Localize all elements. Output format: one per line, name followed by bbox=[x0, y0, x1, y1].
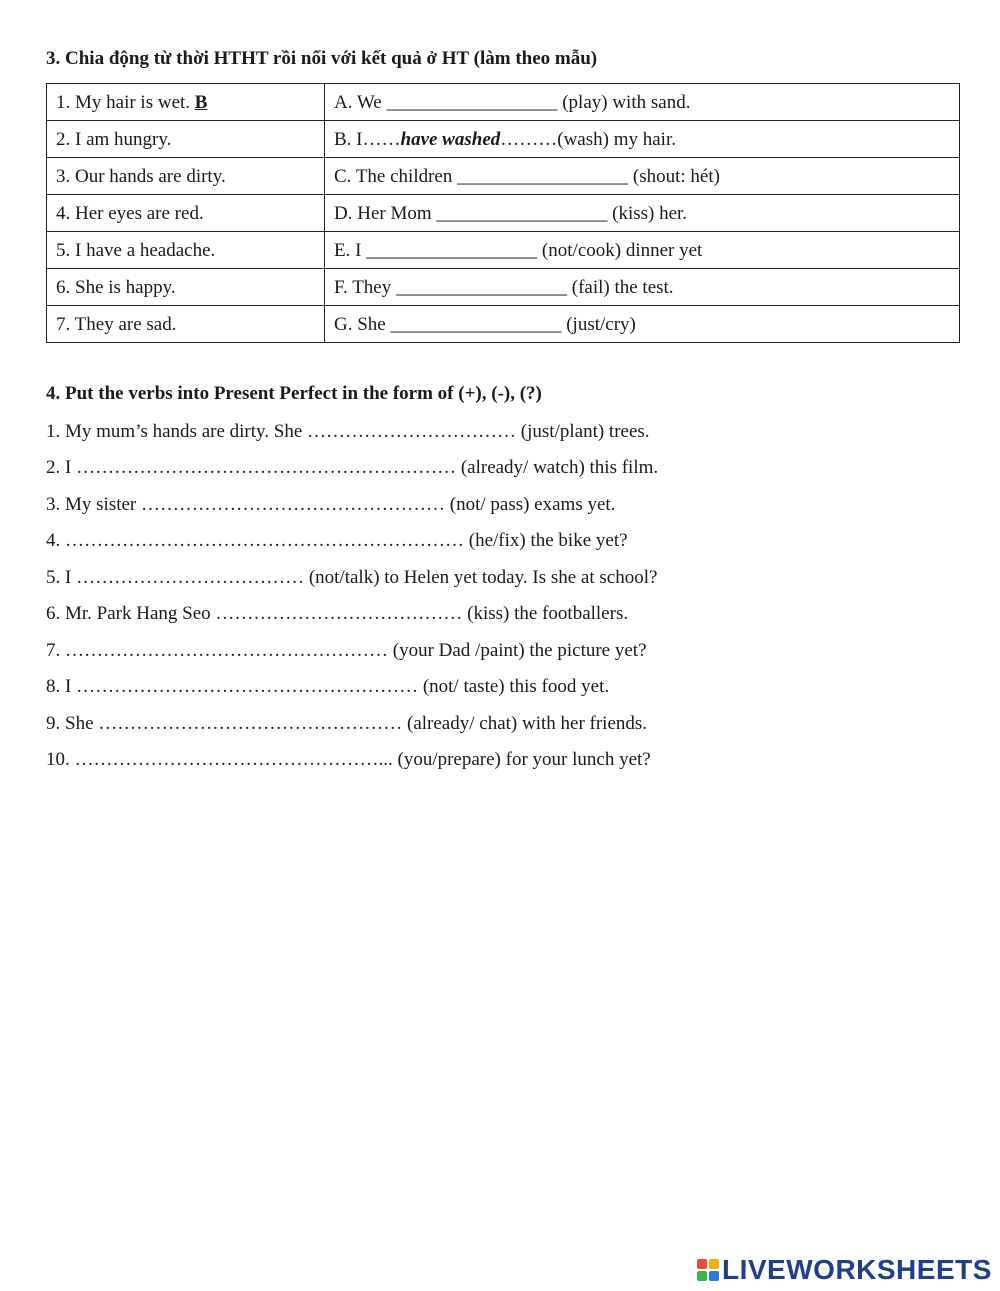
table-row bbox=[47, 232, 960, 269]
logo-square-v bbox=[697, 1271, 707, 1281]
exercise-item: 1. My mum’s hands are dirty. She …………………………… (just/plant) trees. bbox=[46, 421, 650, 442]
exercise-item: 6. Mr. Park Hang Seo ………………………………… (kiss) the footballers. bbox=[46, 603, 629, 624]
logo-square-l bbox=[697, 1259, 707, 1269]
right-cell: G. She __________________ (just/cry) bbox=[325, 306, 960, 343]
exercise-item: 5. I ……………………………… (not/talk) to Helen yet today. Is she at school? bbox=[46, 567, 658, 588]
table-row bbox=[47, 121, 960, 158]
exercise-item: 8. I ……………………………………………… (not/ taste) this food yet. bbox=[46, 676, 610, 697]
example-suffix: ………(wash) my hair. bbox=[500, 128, 676, 150]
section-3-title: 3. Chia động từ thời HTHT rồi nối với kết quả ở HT (làm theo mẫu) bbox=[46, 48, 598, 69]
section-4-title: 4. Put the verbs into Present Perfect in the form of (+), (-), (?) bbox=[46, 383, 542, 404]
exercise-item: 10. …………………………………………... (you/prepare) for your lunch yet? bbox=[46, 749, 651, 770]
exercise-item: 4. ……………………………………………………… (he/fix) the bike yet? bbox=[46, 530, 628, 551]
exercise-item: 7. …………………………………………… (your Dad /paint) the picture yet? bbox=[46, 640, 647, 661]
exercise-item: 3. My sister ………………………………………… (not/ pass) exams yet. bbox=[46, 494, 616, 515]
cause-text: 1. My hair is wet. bbox=[56, 91, 195, 113]
table-row bbox=[47, 195, 960, 232]
left-cell: 4. Her eyes are red. bbox=[47, 195, 325, 232]
left-cell: 2. I am hungry. bbox=[47, 121, 325, 158]
table-row bbox=[47, 84, 960, 121]
left-cell: 7. They are sad. bbox=[47, 306, 325, 343]
left-cell: 3. Our hands are dirty. bbox=[47, 158, 325, 195]
left-cell: 5. I have a headache. bbox=[47, 232, 325, 269]
table-row bbox=[47, 269, 960, 306]
example-prefix: B. I…… bbox=[334, 128, 401, 150]
liveworksheets-logo[interactable] bbox=[697, 1254, 992, 1286]
right-cell: C. The children __________________ (shout: hét) bbox=[325, 158, 960, 195]
right-cell: A. We __________________ (play) with sand. bbox=[325, 84, 960, 121]
logo-square-e bbox=[709, 1271, 719, 1281]
right-cell: E. I __________________ (not/cook) dinner yet bbox=[325, 232, 960, 269]
table-row bbox=[47, 306, 960, 343]
table-row bbox=[47, 158, 960, 195]
right-cell: F. They __________________ (fail) the test. bbox=[325, 269, 960, 306]
example-verb: have washed bbox=[400, 128, 501, 150]
left-cell: 6. She is happy. bbox=[47, 269, 325, 306]
right-cell bbox=[325, 121, 960, 158]
exercise-item: 9. She ………………………………………… (already/ chat) with her friends. bbox=[46, 713, 648, 734]
left-cell bbox=[47, 84, 325, 121]
matching-table bbox=[46, 83, 960, 343]
right-cell: D. Her Mom __________________ (kiss) her. bbox=[325, 195, 960, 232]
logo-text: LIVEWORKSHEETS bbox=[722, 1254, 992, 1285]
example-answer: B bbox=[194, 91, 208, 113]
logo-grid-icon bbox=[697, 1259, 719, 1281]
exercise-item: 2. I …………………………………………………… (already/ watch) this film. bbox=[46, 457, 659, 478]
logo-square-i bbox=[709, 1259, 719, 1269]
